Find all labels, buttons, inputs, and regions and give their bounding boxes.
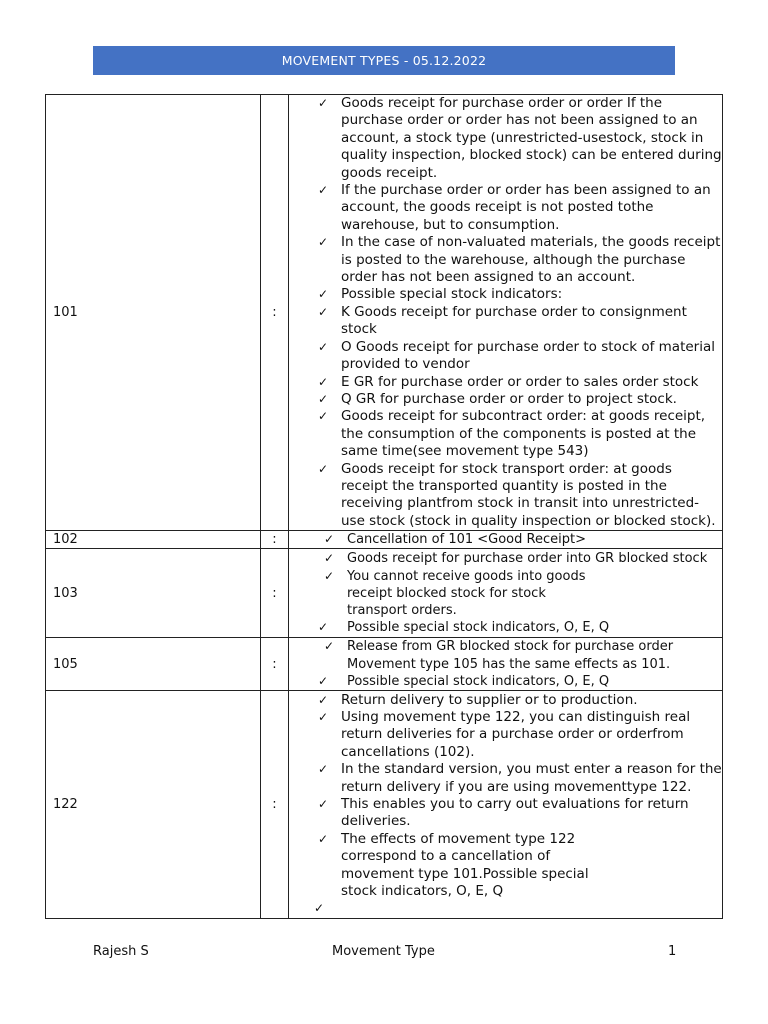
list-item: ✓ In the case of non-valuated materials, the goods receipt is posted to the warehouse, although the purchase order has not been assigned to an account. <box>318 234 721 286</box>
list-item: ✓ Release from GR blocked stock for purchase order Movement type 105 has the same effects as 101. <box>324 639 674 672</box>
check-icon: ✓ <box>318 235 329 250</box>
list-item: ✓ O Goods receipt for purchase order to stock of material provided to vendor <box>318 338 715 373</box>
check-icon: ✓ <box>318 692 329 707</box>
check-icon: ✓ <box>324 639 335 654</box>
table-row <box>46 638 723 691</box>
check-icon: ✓ <box>324 532 335 547</box>
footer-title: Movement Type <box>332 944 435 959</box>
check-icon: ✓ <box>318 287 329 302</box>
check-icon: ✓ <box>318 339 329 354</box>
separator-colon: : <box>261 549 289 638</box>
check-list <box>289 692 722 918</box>
movement-description <box>289 638 723 691</box>
list-item: ✓ Return delivery to supplier or to production. <box>318 691 638 708</box>
list-item: ✓ The effects of movement type 122 correspond to a cancellation of movement type 101.Possible special stock indicators, O, E, Q <box>318 830 589 899</box>
table-row <box>46 549 723 638</box>
list-item: ✓ Possible special stock indicators, O, E, Q <box>318 673 610 689</box>
footer-page-number: 1 <box>668 944 677 959</box>
check-icon: ✓ <box>318 183 329 198</box>
page-title-banner <box>93 46 675 75</box>
movement-code: 122 <box>46 690 261 918</box>
separator-colon: : <box>261 638 289 691</box>
list-item: ✓ Goods receipt for purchase order into GR blocked stock <box>324 551 708 567</box>
check-icon: ✓ <box>318 831 329 846</box>
list-item: ✓ Possible special stock indicators, O, E, Q <box>318 620 610 636</box>
movement-description <box>289 690 723 918</box>
check-icon: ✓ <box>318 762 329 777</box>
page-title: MOVEMENT TYPES - 05.12.2022 <box>281 53 487 68</box>
movement-code: 101 <box>46 95 261 531</box>
list-item: ✓ Goods receipt for purchase order or order If the purchase order or order has not been assigned to an account, a stock type (unrestricted-usestock, stock in quality inspection, blocked stock) can be entered during goods receipt. <box>318 95 722 181</box>
check-icon: ✓ <box>318 374 329 389</box>
list-item: ✓ Possible special stock indicators: <box>318 286 563 303</box>
check-icon: ✓ <box>318 304 329 319</box>
list-item: ✓ E GR for purchase order or order to sales order stock <box>318 373 699 390</box>
movement-description <box>289 549 723 638</box>
check-icon: ✓ <box>318 409 329 424</box>
check-icon: ✓ <box>318 673 329 688</box>
table-row <box>46 95 723 531</box>
check-icon: ✓ <box>324 568 335 583</box>
list-item: ✓ Goods receipt for subcontract order: at goods receipt, the consumption of the components is posted at the same time(see movement type 543) <box>318 408 706 460</box>
check-icon: ✓ <box>318 96 329 110</box>
check-icon: ✓ <box>318 709 329 724</box>
list-item: ✓ You cannot receive goods into goods receipt blocked stock for stock transport orders. <box>324 568 586 618</box>
separator-colon: : <box>261 690 289 918</box>
check-icon: ✓ <box>318 620 329 635</box>
list-item: ✓ Using movement type 122, you can distinguish real return deliveries for a purchase order or orderfrom cancellations (102). <box>318 708 691 760</box>
separator-colon: : <box>261 531 289 549</box>
table-row <box>46 690 723 918</box>
list-item <box>289 900 722 917</box>
list-item: ✓ This enables you to carry out evaluations for return deliveries. <box>318 795 689 830</box>
check-icon: ✓ <box>318 461 329 476</box>
list-item: ✓ In the standard version, you must enter a reason for the return delivery if you are using movementtype 122. <box>318 761 722 795</box>
check-list <box>289 95 722 530</box>
movement-types-table <box>45 94 723 919</box>
list-item: ✓ Q GR for purchase order or order to project stock. <box>318 390 677 407</box>
list-item: ✓ Cancellation of 101 <Good Receipt> <box>324 532 586 548</box>
list-item: ✓ If the purchase order or order has been assigned to an account, the goods receipt is not posted tothe warehouse, but to consumption. <box>318 182 711 233</box>
list-item: ✓ Goods receipt for stock transport order: at goods receipt the transported quantity is posted in the receiving plantfrom stock in transit into unrestricted-use stock (stock in quality inspection or blocked stock). <box>318 460 716 529</box>
check-list <box>289 550 722 636</box>
check-list <box>289 638 722 690</box>
check-icon: ✓ <box>314 901 325 916</box>
movement-code: 103 <box>46 549 261 638</box>
check-list <box>289 531 722 548</box>
movement-description <box>289 95 723 531</box>
footer-author: Rajesh S <box>93 944 149 959</box>
movement-code: 102 <box>46 531 261 549</box>
movement-code: 105 <box>46 638 261 691</box>
check-icon: ✓ <box>318 796 329 811</box>
separator-colon: : <box>261 95 289 531</box>
table-row <box>46 531 723 549</box>
movement-description <box>289 531 723 549</box>
list-item: ✓ K Goods receipt for purchase order to consignment stock <box>318 303 687 338</box>
check-icon: ✓ <box>324 551 335 566</box>
check-icon: ✓ <box>318 391 329 406</box>
